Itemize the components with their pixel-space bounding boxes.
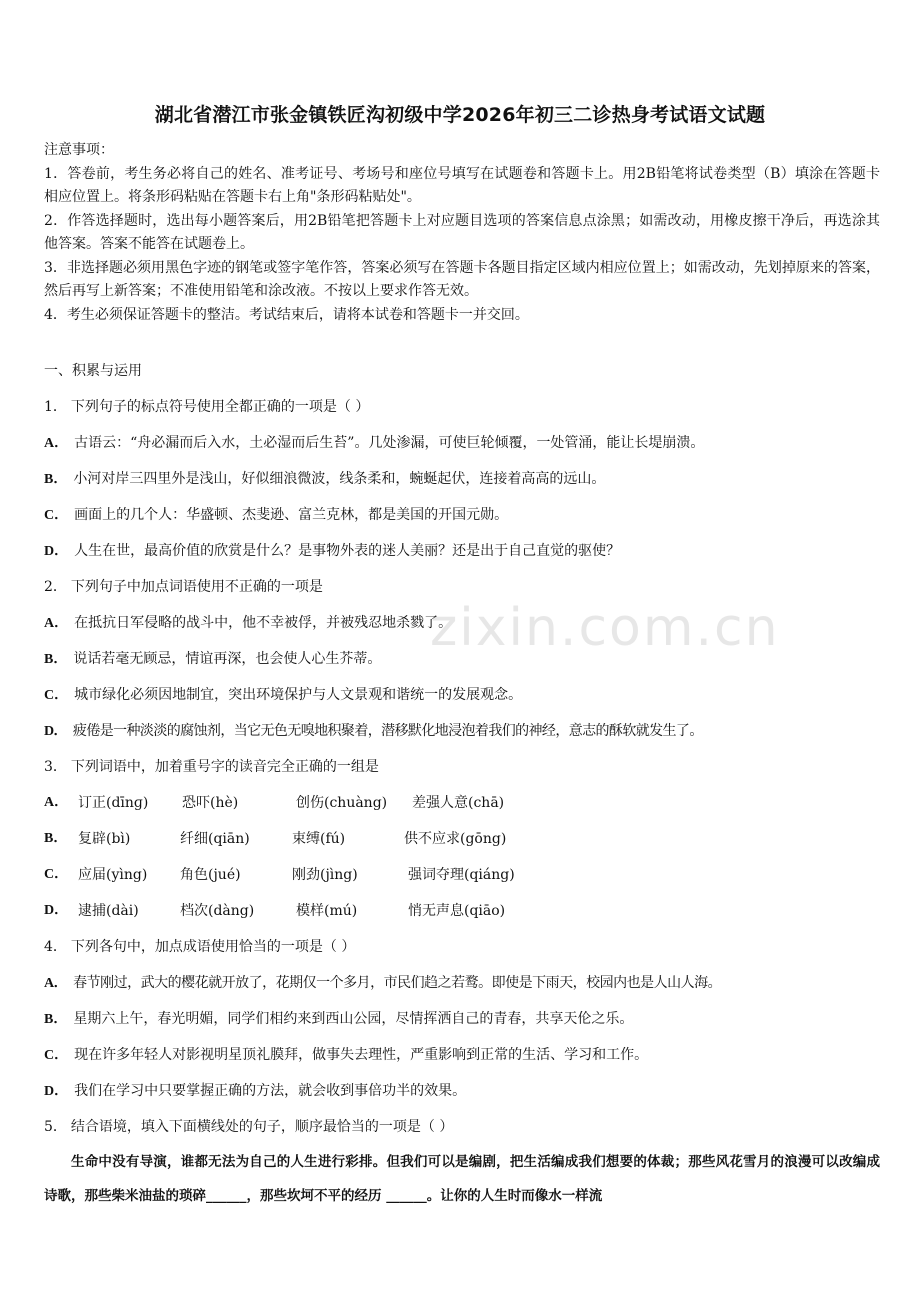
option-word: 角色(jué): [180, 867, 241, 883]
reading-passage: 生命中没有导演，谁都无法为自己的人生进行彩排。但我们可以是编剧，把生活编成我们想要的体裁；那些风花雪月的浪漫可以改编成诗歌，那些柴米油盐的琐碎______，那些坎坷不平的经历 ______。让你的人生时而像水一样流: [44, 1154, 880, 1204]
option-text: 画面上的几个人：华盛顿、杰斐逊、富兰克林，都是美国的开国元勋。: [74, 507, 509, 523]
option-letter: A．: [44, 976, 68, 991]
question-stem: [44, 1109, 880, 1145]
question-stem: [44, 929, 880, 965]
option-text: 人生在世，最高价值的欣赏是什么？是事物外表的迷人美丽？还是出于自己直觉的驱使？: [74, 543, 621, 559]
option-letter: C．: [44, 688, 69, 703]
exam-notes: [44, 139, 880, 327]
option: [44, 857, 880, 893]
note-item: 4．考生必须保证答题卡的整洁。考试结束后，请将本试卷和答题卡一并交回。: [44, 306, 529, 323]
option-text: 春节刚过，武大的樱花就开放了，花期仅一个多月，市民们趋之若鹜。即使是下雨天，校园内也是人山人海。: [73, 975, 722, 991]
option-text: 我们在学习中只要掌握正确的方法，就会收到事倍功半的效果。: [74, 1083, 467, 1099]
question-number: 5．: [44, 1119, 67, 1135]
note-item: 1．答卷前，考生务必将自己的姓名、准考证号、考场号和座位号填写在试题卷和答题卡上。用2B铅笔将试卷类型（B）填涂在答题卡相应位置上。将条形码粘贴在答题卡右上角"条形码粘贴处"。: [44, 165, 880, 205]
option-word: 恐吓(hè): [182, 795, 239, 811]
option-word: 悄无声息(qiāo): [408, 903, 506, 919]
option-word: 创伤(chuàng): [296, 795, 388, 811]
note-item: 3．非选择题必须用黑色字迹的钢笔或签字笔作答，答案必须写在答题卡各题目指定区域内相应位置上；如需改动，先划掉原来的答案，然后再写上新答案；不准使用铅笔和涂改液。不按以上要求作答无效。: [44, 259, 880, 299]
option-letter: B．: [44, 1012, 68, 1027]
question-number: 1．: [44, 399, 67, 415]
option-text: 古语云：“舟必漏而后入水，土必湿而后生苔”。几处渗漏，可使巨轮倾覆，一处管涌，能让长堤崩溃。: [74, 435, 705, 451]
option-letter: D．: [44, 1084, 69, 1099]
question-number: 2．: [44, 579, 67, 595]
option-word: 复辟(bì): [78, 831, 131, 847]
option-letter: C．: [44, 867, 69, 882]
option: [44, 497, 880, 533]
option-letter: C．: [44, 1048, 69, 1063]
option-letter: D．: [44, 903, 69, 918]
option-letter: B．: [44, 831, 68, 846]
option: [44, 1073, 880, 1109]
option-letter: D．: [44, 544, 69, 559]
option: [44, 893, 880, 929]
question-text: 下列句子的标点符号使用全都正确的一项是（ ）: [70, 399, 370, 415]
option-letter: D．: [44, 724, 67, 739]
option-text: 小河对岸三四里外是浅山，好似细浪微波，线条柔和，蜿蜒起伏，连接着高高的远山。: [73, 471, 606, 487]
option-letter: A．: [44, 616, 69, 631]
option: [44, 461, 880, 497]
option-word: 刚劲(jìng): [292, 867, 358, 883]
page-title: 湖北省潜江市张金镇铁匠沟初级中学2026年初三二诊热身考试语文试题: [154, 104, 766, 126]
option: [44, 965, 880, 1001]
watermark: zixin.com.cn: [430, 598, 780, 658]
option-letter: A．: [44, 436, 69, 451]
option: [44, 533, 880, 569]
option-text: 城市绿化必须因地制宜，突出环境保护与人文景观和谐统一的发展观念。: [74, 687, 523, 703]
question-stem: [44, 749, 880, 785]
option-text: 说话若毫无顾忌，情谊再深，也会使人心生芥蒂。: [73, 651, 382, 667]
option-text: 星期六上午，春光明媚，同学们相约来到西山公园，尽情挥洒自己的青春，共享天伦之乐。: [73, 1011, 634, 1027]
option-word: 档次(dàng): [180, 903, 255, 919]
question-text: 结合语境，填入下面横线处的句子，顺序最恰当的一项是（ ）: [70, 1119, 454, 1135]
notes-heading: 注意事项：: [44, 142, 114, 158]
option-word: 束缚(fú): [292, 831, 346, 847]
option: [44, 1001, 880, 1037]
option-letter: C．: [44, 508, 69, 523]
section-heading: 一、积累与运用: [44, 363, 142, 379]
option-word: 纤细(qiān): [180, 831, 250, 847]
option-word: 强词夺理(qiáng): [408, 867, 515, 883]
question-text: 下列词语中，加着重号字的读音完全正确的一组是: [70, 759, 379, 775]
option: [44, 425, 880, 461]
option-text: 现在许多年轻人对影视明星顶礼膜拜，做事失去理性，严重影响到正常的生活、学习和工作。: [74, 1047, 649, 1063]
option-word: 差强人意(chā): [412, 795, 505, 811]
question-text: 下列各句中，加点成语使用恰当的一项是（ ）: [70, 939, 356, 955]
option-word: 应届(yìng): [78, 867, 148, 883]
option-letter: B．: [44, 472, 68, 487]
question-stem: [44, 389, 880, 425]
option: [44, 785, 880, 821]
option-word: 逮捕(dài): [78, 903, 139, 919]
option: [44, 821, 880, 857]
option-letter: A．: [44, 795, 69, 810]
option: [44, 713, 880, 749]
note-item: 2．作答选择题时，选出每小题答案后，用2B铅笔把答题卡上对应题目选项的答案信息点涂黑；如需改动，用橡皮擦干净后，再选涂其他答案。答案不能答在试题卷上。: [44, 212, 880, 252]
question-number: 4．: [44, 939, 67, 955]
option: [44, 677, 880, 713]
question-number: 3．: [44, 759, 67, 775]
option-letter: B．: [44, 652, 68, 667]
option-word: 模样(mú): [296, 903, 358, 919]
option-word: 供不应求(gōng): [404, 831, 507, 847]
question-text: 下列句子中加点词语使用不正确的一项是: [70, 579, 323, 595]
option-text: 在抵抗日军侵略的战斗中，他不幸被俘，并被残忍地杀戮了。: [74, 615, 453, 631]
exam-content: [44, 353, 880, 1213]
option-word: 订正(dīnɡ): [78, 795, 149, 811]
option-text: 疲倦是一种淡淡的腐蚀剂，当它无色无嗅地积聚着，潜移默化地浸泡着我们的神经，意志的酥软就发生了。: [72, 723, 703, 739]
option: [44, 1037, 880, 1073]
